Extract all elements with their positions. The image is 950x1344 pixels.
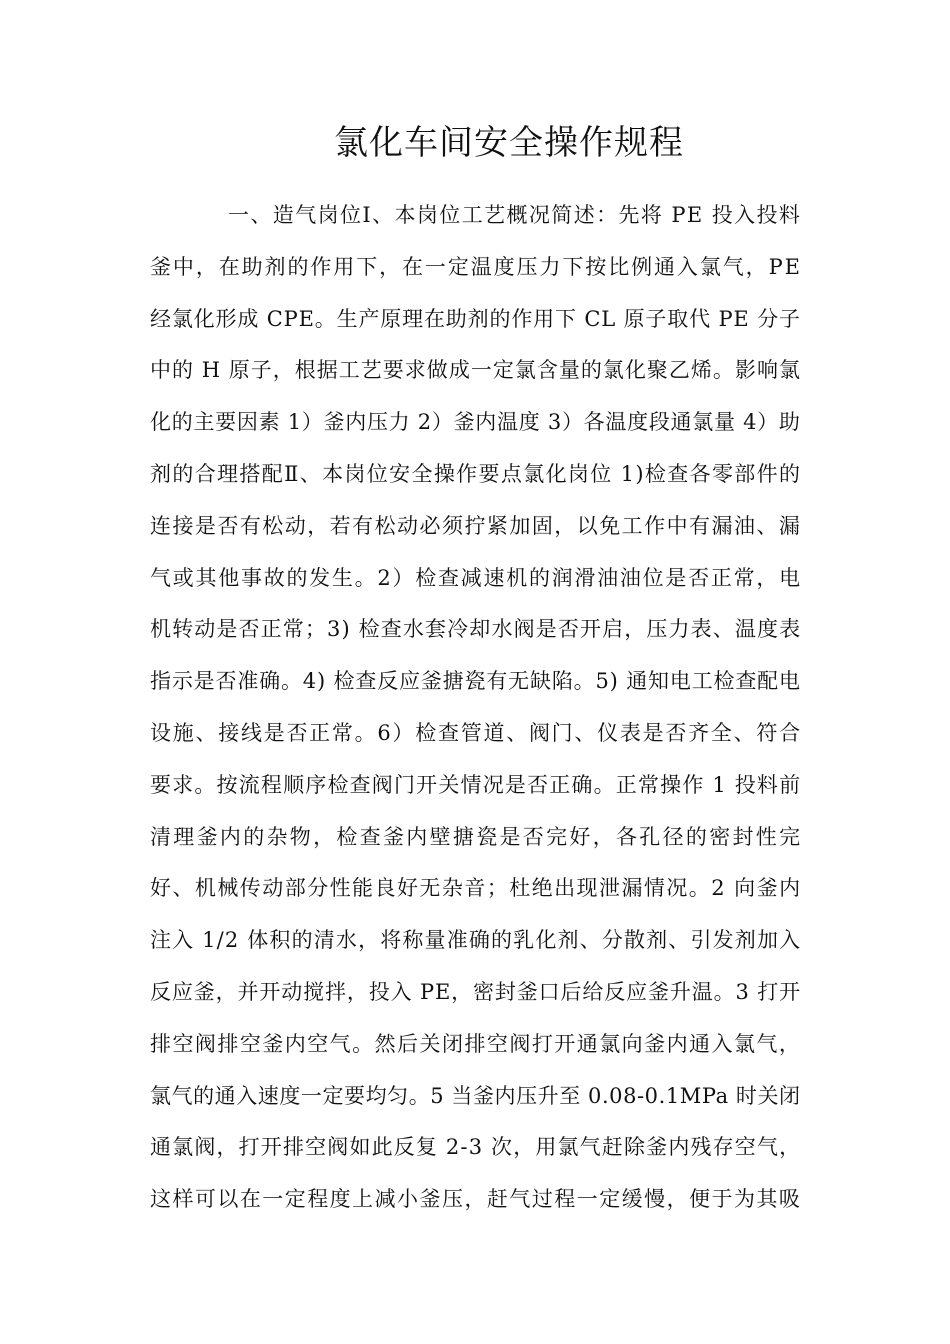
body-line: 反应釜，并开动搅拌，投入 PE，密封釜口后给反应釜升温。3 打开 (150, 979, 802, 1004)
body-line: 经氯化形成 CPE。生产原理在助剂的作用下 CL 原子取代 PE 分子 (150, 306, 801, 331)
body-line: 连接是否有松动，若有松动必须拧紧加固，以免工作中有漏油、漏 (150, 513, 802, 538)
body-line: 氯气的通入速度一定要均匀。5 当釜内压升至 0.08-0.1MPa 时关闭 (150, 1083, 801, 1108)
body-line: 通氯阀，打开排空阀如此反复 2-3 次，用氯气赶除釜内残存空气， (150, 1135, 802, 1160)
body-line: 清理釜内的杂物，检查釜内壁搪瓷是否完好，各孔径的密封性完 (150, 824, 803, 849)
body-line: 设施、接线是否正常。6）检查管道、阀门、仪表是否齐全、符合 (150, 720, 802, 745)
body-line: 这样可以在一定程度上减小釜压，赶气过程一定缓慢，便于为其吸 (150, 1187, 802, 1212)
body-line: 机转动是否正常；3) 检查水套冷却水阀是否开启，压力表、温度表 (150, 617, 802, 642)
body-line: 好、机械传动部分性能良好无杂音；杜绝出现泄漏情况。2 向釜内 (150, 876, 802, 901)
body-line: 气或其他事故的发生。2）检查减速机的润滑油油位是否正常，电 (150, 565, 802, 590)
body-line: 剂的合理搭配Ⅱ、本岗位安全操作要点氯化岗位 1)检查各零部件的 (150, 461, 802, 486)
body-line: 注入 1/2 体积的清水，将称量准确的乳化剂、分散剂、引发剂加入 (150, 928, 802, 953)
body-line: 釜中，在助剂的作用下，在一定温度压力下按比例通入氯气，PE (150, 254, 802, 279)
body-line: 一、造气岗位Ⅰ、本岗位工艺概况简述：先将 PE 投入投料 (228, 203, 802, 227)
body-line: 排空阀排空釜内空气。然后关闭排空阀打开通氯向釜内通入氯气， (150, 1031, 802, 1056)
body-line: 中的 H 原子，根据工艺要求做成一定氯含量的氯化聚乙烯。影响氯 (150, 358, 801, 383)
body-line: 化的主要因素 1）釜内压力 2）釜内温度 3）各温度段通氯量 4）助 (150, 410, 801, 435)
body-line: 指示是否准确。4) 检查反应釜搪瓷有无缺陷。5) 通知电工检查配电 (150, 669, 801, 694)
document-title: 氯化车间安全操作规程 (334, 123, 684, 163)
body-line: 要求。按流程顺序检查阀门开关情况是否正确。正常操作 1 投料前 (150, 772, 802, 797)
document-body (150, 190, 810, 1226)
